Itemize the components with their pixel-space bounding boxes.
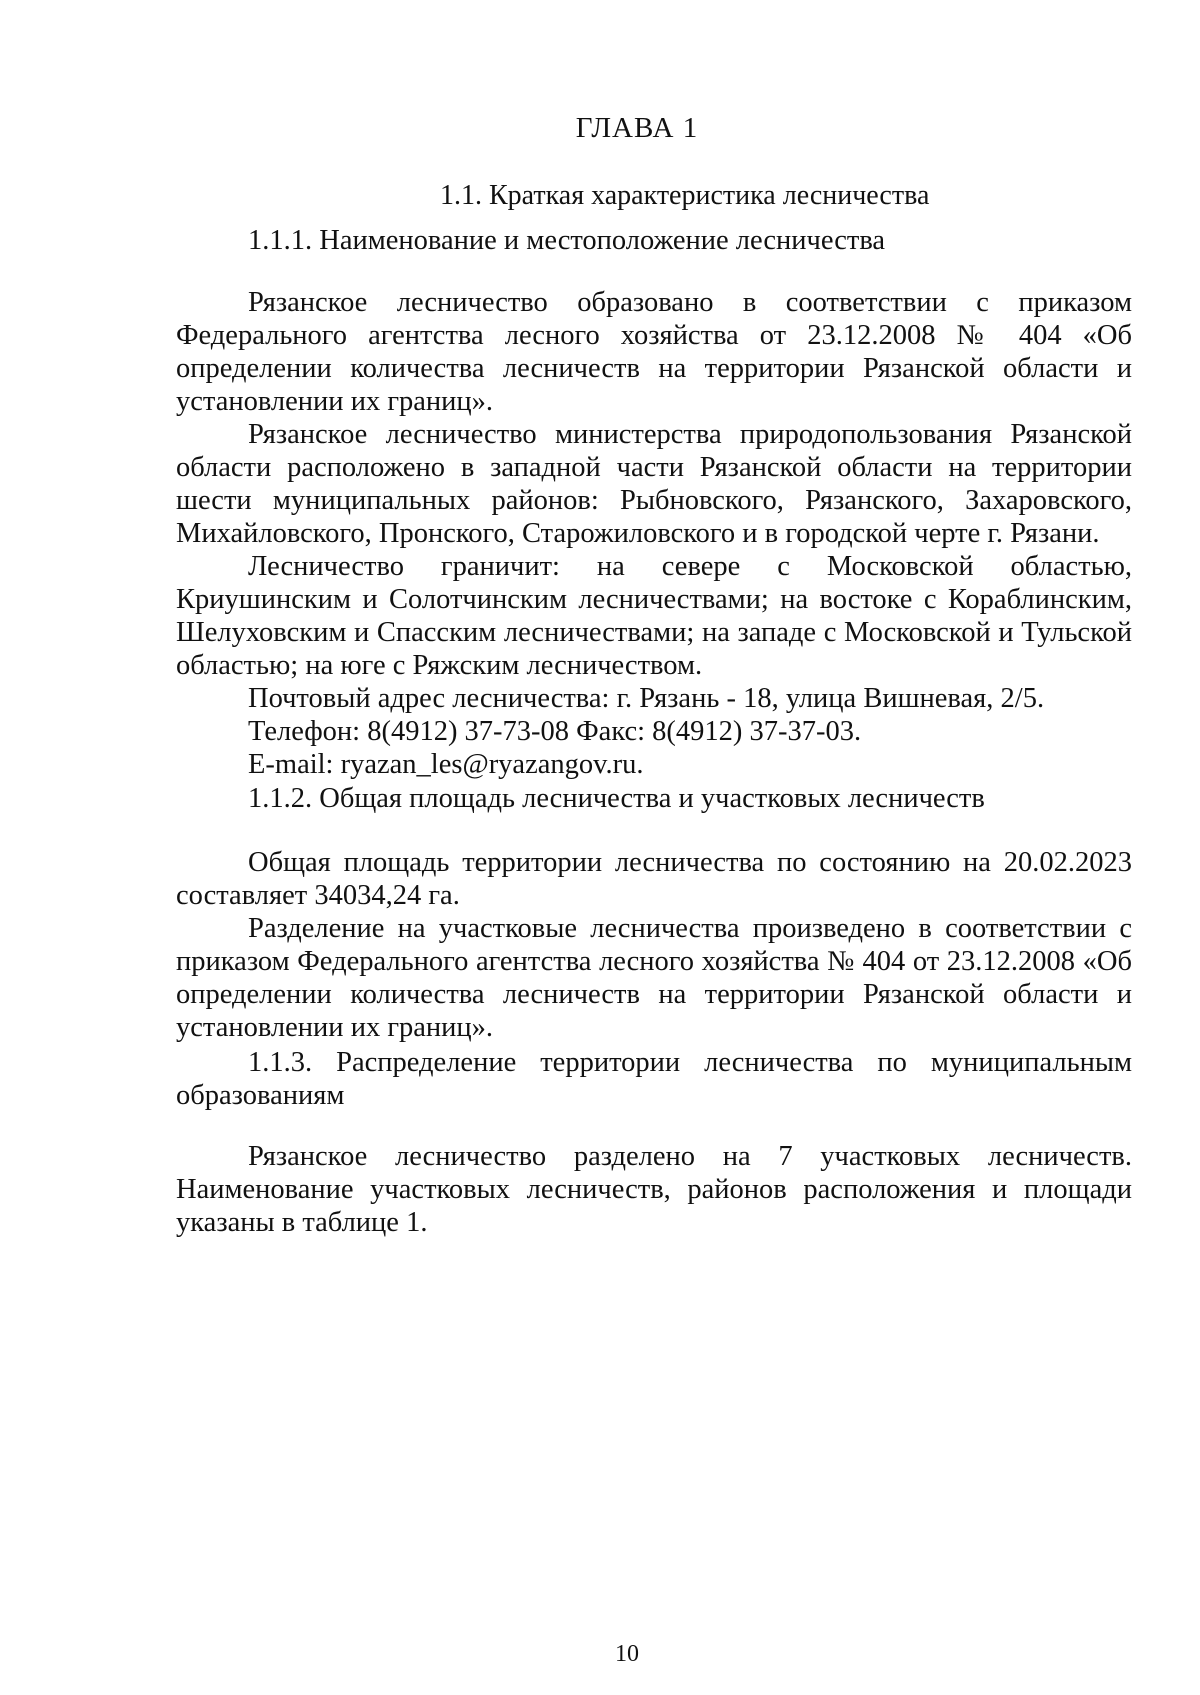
paragraph: Общая площадь территории лесничества по состоянию на 20.02.2023 составляет 34034,24 га. xyxy=(176,847,1132,911)
subsection-2-body xyxy=(176,846,1132,1044)
subsection-1-title: 1.1.1. Наименование и местоположение лесничества xyxy=(248,225,886,256)
paragraph: Разделение на участковые лесничества произведено в соответствии с приказом Федерального агентства лесного хозяйства № 404 от 23.12.2008 «Об определении количества лесничеств на территории Рязанской области и установлении их границ». xyxy=(176,913,1132,1043)
page-number: 10 xyxy=(615,1641,639,1667)
subsection-2-title: 1.1.2. Общая площадь лесничества и участковых лесничеств xyxy=(248,783,985,814)
subsection-3-title-block xyxy=(176,1046,1132,1112)
email: E-mail: ryazan_les@ryazangov.ru. xyxy=(248,749,644,780)
subsection-2-title-block xyxy=(176,782,1132,815)
paragraph: Рязанское лесничество образовано в соответствии с приказом Федерального агентства лесного хозяйства от 23.12.2008 № 404 «Об определении количества лесничеств на территории Рязанской области и установлении их границ». xyxy=(176,287,1132,417)
chapter-heading: ГЛАВА 1 xyxy=(575,112,699,144)
section-title: 1.1. Краткая характеристика лесничества xyxy=(440,180,930,211)
paragraph: Рязанское лесничество министерства природопользования Рязанской области расположено в западной части Рязанской области на территории шести муниципальных районов: Рыбновского, Рязанского, Захаровского, Михайловского, Пронского, Старожиловского и в городской черте г. Рязани. xyxy=(176,419,1132,549)
subsection-3-title: 1.1.3. Распределение территории лесничества по муниципальным образованиям xyxy=(176,1047,1132,1111)
subsection-3-body xyxy=(176,1140,1132,1239)
paragraph: Рязанское лесничество разделено на 7 участковых лесничеств. Наименование участковых лесничеств, районов расположения и площади указаны в таблице 1. xyxy=(176,1141,1132,1238)
paragraph: Лесничество граничит: на севере с Московской областью, Криушинским и Солотчинским лесничествами; на востоке с Кораблинским, Шелуховским и Спасским лесничествами; на западе с Московской и Тульской областью; на юге с Ряжским лесничеством. xyxy=(176,551,1132,681)
subsection-1-title-block xyxy=(176,224,1132,257)
subsection-1-body xyxy=(176,286,1132,781)
phone-fax: Телефон: 8(4912) 37-73-08 Факс: 8(4912) 37-37-03. xyxy=(248,716,862,747)
postal-address: Почтовый адрес лесничества: г. Рязань - 18, улица Вишневая, 2/5. xyxy=(248,683,1045,714)
